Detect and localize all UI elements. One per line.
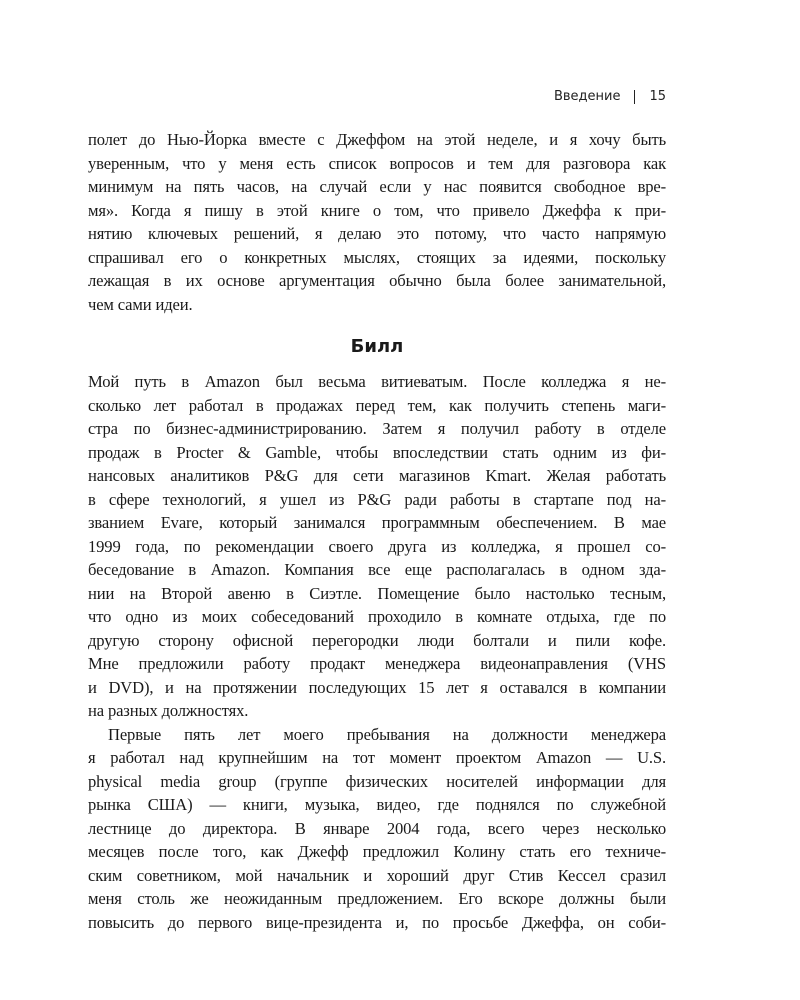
text-line — [88, 511, 666, 535]
text-line-content: месяцев после того, как Джефф предложил Колину стать его техниче- — [88, 842, 666, 861]
text-line-content: беседование в Amazon. Компания все еще располагалась в одном зда- — [88, 560, 666, 579]
text-line — [88, 246, 666, 270]
text-line — [88, 864, 666, 888]
paragraph-2 — [88, 370, 666, 723]
text-line — [88, 676, 666, 700]
text-line-content: в сфере технологий, я ушел из P&G ради работы в стартапе под на- — [88, 489, 666, 509]
text-line-content: лестнице до директора. В январе 2004 года, всего через несколько — [88, 818, 666, 838]
text-line-content: 1999 года, по рекомендации своего друга из колледжа, я прошел со- — [88, 536, 666, 556]
section-title: Введение — [553, 89, 621, 104]
text-line — [88, 269, 666, 293]
text-line — [88, 199, 666, 223]
text-line-content: ским советником, мой начальник и хороший друг Стив Кессел сразил — [88, 865, 666, 885]
text-line-content: продаж в Procter & Gamble, чтобы впоследствии стать одним из фи- — [88, 442, 666, 462]
text-line-content: минимум на пять часов, на случай если у нас появится свободное вре- — [88, 177, 666, 196]
text-line — [88, 370, 666, 394]
text-line-content: нансовых аналитиков P&G для сети магазинов Kmart. Желая работать — [88, 466, 666, 485]
text-line — [88, 887, 666, 911]
text-line — [88, 840, 666, 864]
text-line — [88, 770, 666, 794]
paragraph-3 — [88, 723, 666, 935]
text-line-content: полет до Нью-Йорка вместе с Джеффом на этой неделе, и я хочу быть — [88, 130, 666, 149]
text-line — [88, 652, 666, 676]
text-line — [88, 723, 666, 747]
text-line — [88, 488, 666, 512]
text-line — [88, 222, 666, 246]
text-line — [88, 582, 666, 606]
text-line — [88, 175, 666, 199]
text-line — [88, 152, 666, 176]
text-line-content: другую сторону офисной перегородки люди болтали и пили кофе. — [88, 630, 666, 650]
text-line — [88, 911, 666, 935]
text-line-content: стра по бизнес-администрированию. Затем я получил работу в отделе — [88, 419, 666, 438]
text-line-content: рынка США) — книги, музыка, видео, где поднялся по служебной — [88, 795, 666, 814]
text-line-content: сколько лет работал в продажах перед тем, как получить степень маги- — [88, 395, 666, 415]
text-line-content: Мой путь в Amazon был весьма витиеватым. После колледжа я не- — [88, 372, 666, 391]
page-number: 15 — [649, 89, 666, 104]
text-line-content: Мне предложили работу продакт менеджера видеонаправления (VHS — [88, 654, 666, 673]
text-line — [88, 535, 666, 559]
text-line-content: званием Evare, который занимался программным обеспечением. В мае — [88, 513, 666, 532]
text-line-content: что одно из моих собеседований проходило в комнате отдыха, где по — [88, 607, 666, 626]
text-line-content: и DVD), и на протяжении последующих 15 лет я оставался в компании — [88, 677, 666, 697]
page-body — [88, 128, 666, 934]
text-line-content: я работал над крупнейшим на тот момент проектом Amazon — U.S. — [88, 748, 666, 767]
text-line-content: нятию ключевых решений, я делаю это потому, что часто напрямую — [88, 224, 666, 243]
text-line-content: Первые пять лет моего пребывания на должности менеджера — [108, 724, 666, 744]
text-line — [88, 746, 666, 770]
text-line-content: мя». Когда я пишу в этой книге о том, что привело Джеффа к при- — [88, 200, 666, 220]
text-line — [88, 605, 666, 629]
text-line — [88, 629, 666, 653]
paragraph-1 — [88, 128, 666, 316]
text-line — [88, 793, 666, 817]
divider — [634, 90, 635, 104]
section-heading: Билл — [350, 336, 404, 357]
text-line-content: physical media group (группе физических носителей информации для — [88, 771, 666, 791]
text-line-content: уверенным, что у меня есть список вопросов и тем для разговора как — [88, 153, 666, 173]
text-line-content: на разных должностях. — [88, 701, 249, 720]
text-line-content: чем сами идеи. — [88, 294, 193, 314]
text-line — [88, 558, 666, 582]
text-line — [88, 394, 666, 418]
text-line — [88, 464, 666, 488]
text-line — [88, 441, 666, 465]
running-head — [554, 89, 666, 104]
text-line — [88, 128, 666, 152]
text-line — [88, 417, 666, 441]
text-line-content: лежащая в их основе аргументация обычно была более занимательной, — [88, 271, 666, 290]
text-line-content: спрашивал его о конкретных мыслях, стоящих за идеями, поскольку — [88, 247, 666, 267]
text-line — [88, 293, 666, 317]
text-line-content: повысить до первого вице-президента и, по просьбе Джеффа, он соби- — [88, 912, 666, 932]
text-line-content: нии на Второй авеню в Сиэтле. Помещение было настолько тесным, — [88, 583, 666, 603]
text-line — [88, 699, 666, 723]
text-line — [88, 817, 666, 841]
text-line-content: меня столь же неожиданным предложением. Его вскоре должны были — [88, 889, 666, 908]
